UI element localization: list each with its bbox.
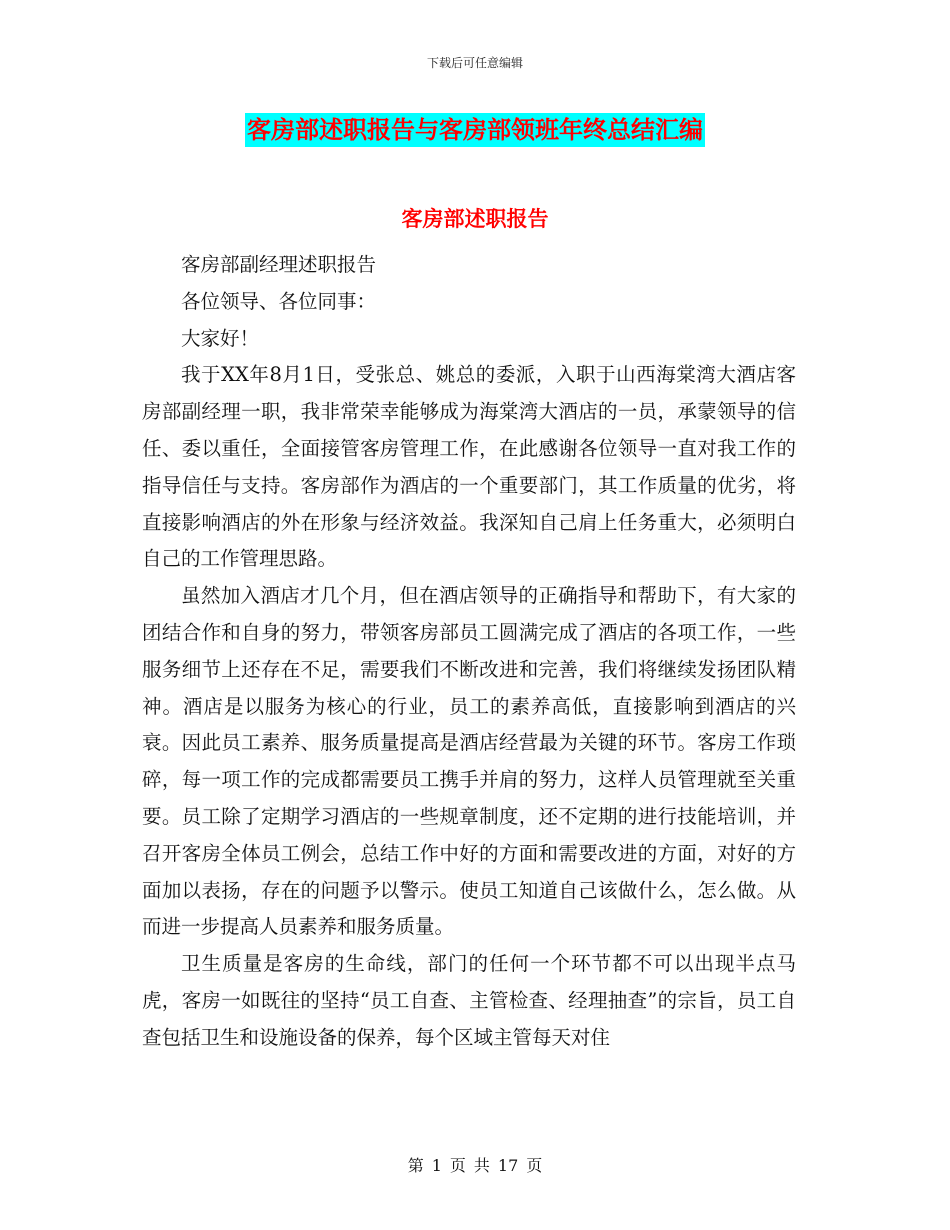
document-body <box>142 247 796 1057</box>
paragraph-teamwork: 虽然加入酒店才几个月，但在酒店领导的正确指导和帮助下，有大家的团结合作和自身的努力，带领客房部员工圆满完成了酒店的各项工作，一些服务细节上还存在不足，需要我们不断改进和完善，我们将继续发扬团队精神。酒店是以服务为核心的行业，员工的素养高低，直接影响到酒店的兴衰。因此员工素养、服务质量提高是酒店经营最为关键的环节。客房工作琐碎，每一项工作的完成都需要员工携手并肩的努力，这样人员管理就至关重要。员工除了定期学习酒店的一些规章制度，还不定期的进行技能培训，并召开客房全体员工例会，总结工作中好的方面和需要改进的方面，对好的方面加以表扬，存在的问题予以警示。使员工知道自己该做什么，怎么做。从而进一步提高人员素养和服务质量。 <box>142 584 796 939</box>
paragraph-subtitle: 客房部副经理述职报告 <box>181 253 377 276</box>
paragraph-salutation: 各位领导、各位同事： <box>181 289 377 313</box>
paragraph-greeting: 大家好！ <box>181 326 260 350</box>
total-label: 共 <box>473 1156 490 1175</box>
main-title: 客房部述职报告与客房部领班年终总结汇编 <box>245 113 705 147</box>
page-footer <box>0 1153 950 1176</box>
page-label-prefix: 第 <box>407 1156 424 1175</box>
total-pages-number: 17 <box>497 1156 519 1175</box>
paragraph-hygiene: 卫生质量是客房的生命线，部门的任何一个环节都不可以出现半点马虎，客房一如既往的坚持“员工自查、主管检查、经理抽查”的宗旨，员工自查包括卫生和设施设备的保养，每个区域主管每天对住 <box>142 952 796 1049</box>
current-page-number: 1 <box>431 1156 442 1175</box>
section-title: 客房部述职报告 <box>401 206 549 231</box>
paragraph-intro: 我于XX年8月1日，受张总、姚总的委派，入职于山西海棠湾大酒店客房部副经理一职，我非常荣幸能够成为海棠湾大酒店的一员，承蒙领导的信任、委以重任，全面接管客房管理工作，在此感谢各位领导一直对我工作的指导信任与支持。客房部作为酒店的一个重要部门，其工作质量的优劣，将直接影响酒店的外在形象与经济效益。我深知自己肩上任务重大，必须明白自己的工作管理思路。 <box>142 363 796 571</box>
main-title-container <box>0 113 950 147</box>
header-note: 下载后可任意编辑 <box>426 56 523 70</box>
page-label-mid: 页 <box>449 1156 466 1175</box>
page-label-suffix: 页 <box>526 1156 543 1175</box>
